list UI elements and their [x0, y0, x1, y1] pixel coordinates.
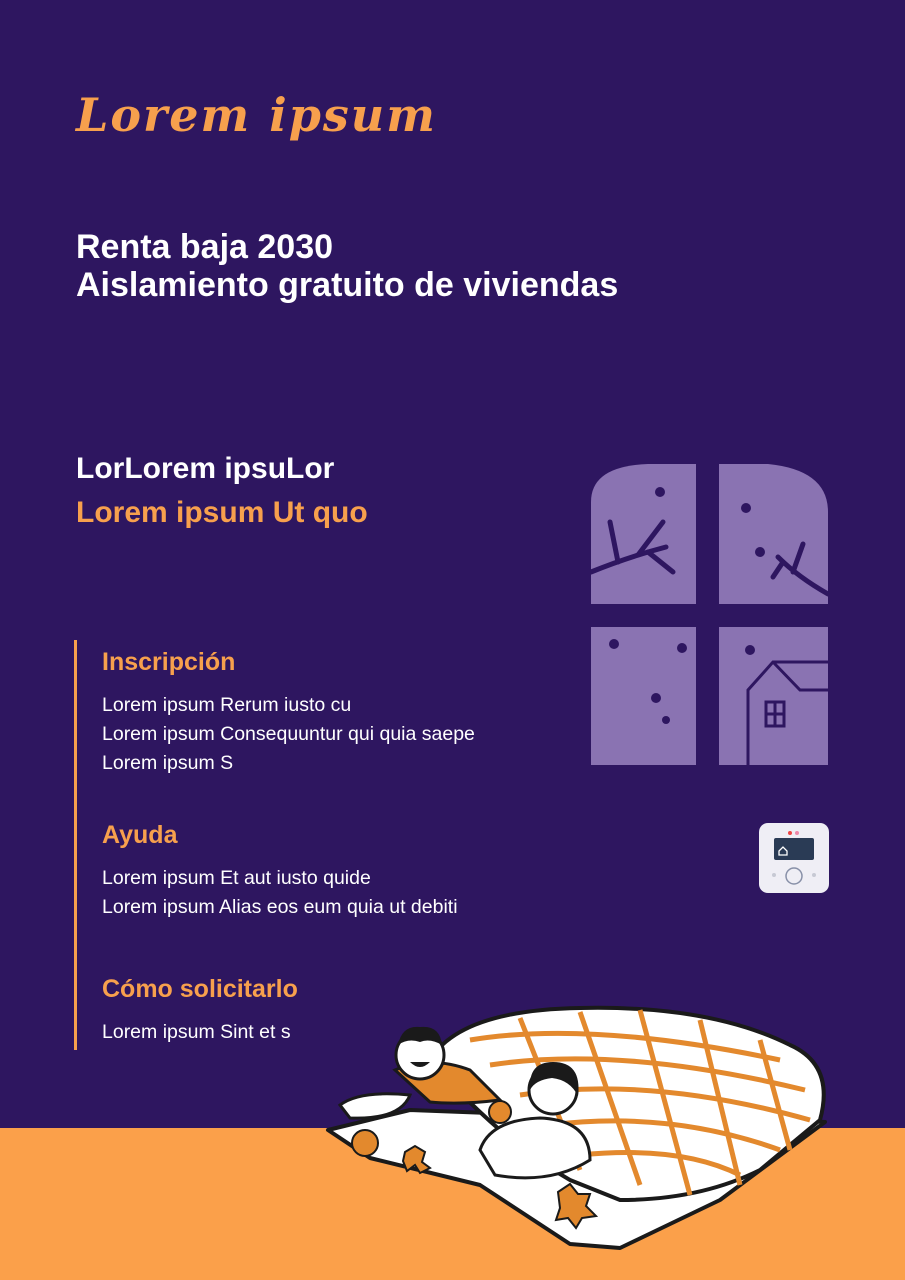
- subheading-line-2: Lorem ipsum Ut quo: [76, 496, 368, 529]
- brand-title: Lorem ipsum: [76, 88, 437, 142]
- section-ayuda: [102, 821, 458, 922]
- section-title: Ayuda: [102, 821, 178, 849]
- section-title: Cómo solicitarlo: [102, 975, 298, 1003]
- section-como-solicitarlo: [102, 975, 298, 1047]
- info-sections: [74, 640, 547, 1050]
- window-pane-top-left: [591, 464, 696, 604]
- window-illustration: [588, 462, 833, 772]
- cookie-icon: [489, 1101, 511, 1123]
- thermostat-icon: [758, 822, 830, 894]
- headline-line-2: Aislamiento gratuito de viviendas: [76, 266, 619, 304]
- section-inscripcion: [102, 648, 475, 778]
- section-line: Lorem ipsum Rerum iusto cu: [102, 694, 352, 716]
- page-headline: [76, 228, 618, 304]
- section-line: Lorem ipsum Consequuntur qui quia saepe: [102, 723, 475, 745]
- subheading-line-1: LorLorem ipsuLor: [76, 452, 335, 485]
- kids-under-blanket-illustration: [320, 1000, 840, 1255]
- section-line: Lorem ipsum Et aut iusto quide: [102, 867, 371, 889]
- cookie-icon: [352, 1130, 378, 1156]
- section-line: Lorem ipsum S: [102, 752, 234, 774]
- section-title: Inscripción: [102, 648, 236, 676]
- section-line: Lorem ipsum Alias eos eum quia ut debiti: [102, 896, 458, 918]
- headline-line-1: Renta baja 2030: [76, 228, 334, 266]
- window-pane-bottom-right: [719, 627, 828, 765]
- section-line: Lorem ipsum Sint et s: [102, 1021, 291, 1043]
